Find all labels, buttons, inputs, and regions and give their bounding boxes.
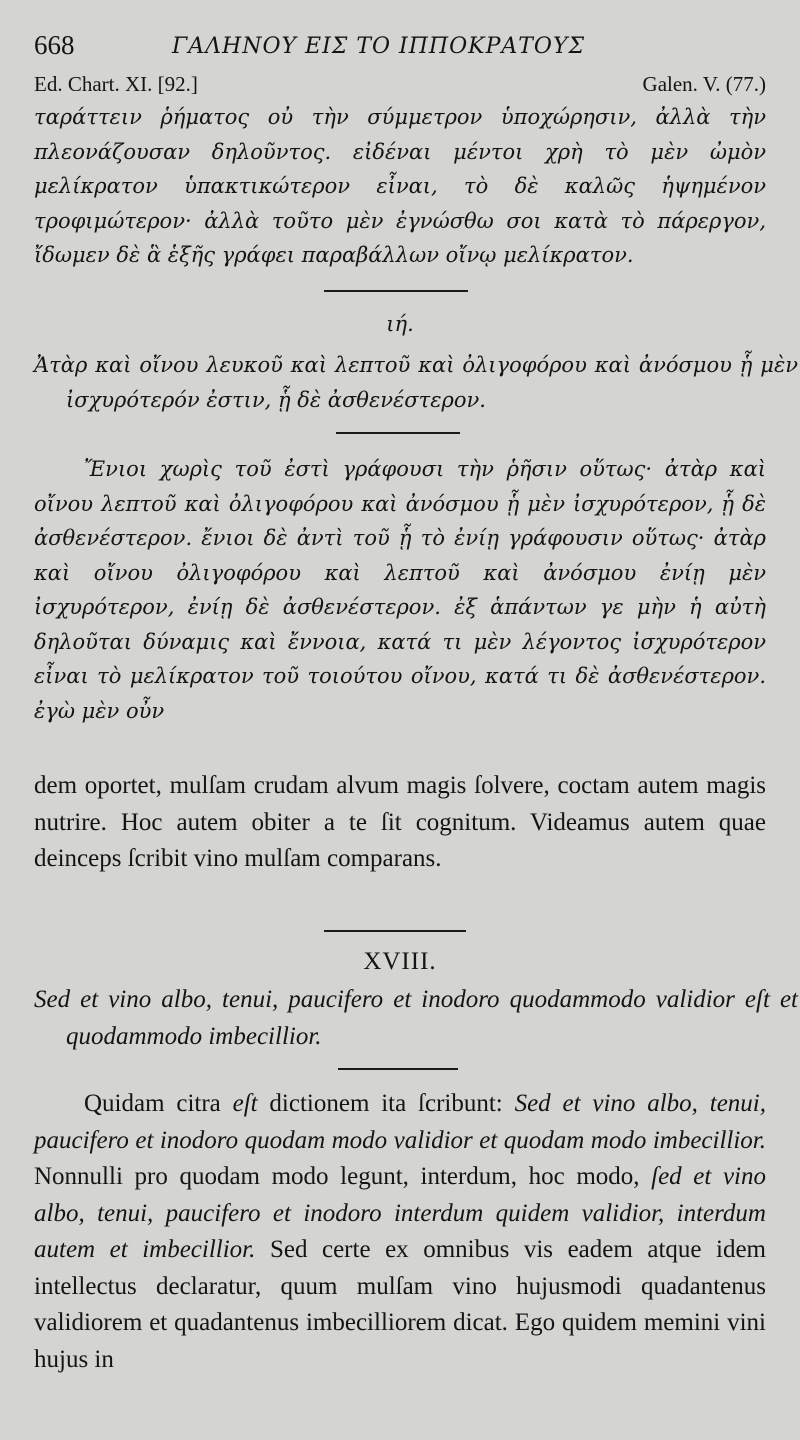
- greek-top-paragraph: ταράττειν ῥήματος οὐ τὴν σύμμετρον ὑποχώρησιν, ἀλλὰ τὴν πλεονάζουσαν δηλοῦντος. εἰδέναι μέντοι χρὴ τὸ μὲν ὠμὸν μελίκρατον ὑπακτικώτερον εἶναι, τὸ δὲ καλῶς ἡψημένον τροφιμώτερον· ἀλλὰ τοῦτο μὲν ἐγνώσθω σοι κατὰ τὸ πάρεργον, ἴδωμεν δὲ ἃ ἑξῆς γράφει παραβάλλων οἴνῳ μελίκρατον.: [34, 105, 766, 267]
- latin-section-number: XVIII.: [363, 948, 437, 975]
- edition-reference-line: [34, 72, 766, 100]
- latin-commentary-part: Quidam citra: [84, 1090, 233, 1117]
- lemma-divider: [336, 432, 460, 434]
- edition-reference-chartier: Ed. Chart. XI. [92.]: [34, 72, 198, 96]
- latin-commentary-italic-quote: Sed et vino albo, tenui, paucifero et inodoro quodam modo validior et quodam modo imbecillior.: [34, 1090, 766, 1154]
- running-header: [34, 30, 766, 70]
- edition-reference-galen: Galen. V. (77.): [642, 72, 766, 96]
- latin-commentary: [34, 1086, 766, 1378]
- latin-top-paragraph: dem oportet, mulſam crudam alvum magis ſolvere, coctam autem magis nutrire. Hoc autem obiter a te ſit cognitum. Videamus autem quae deinceps ſcribit vino mulſam comparans.: [34, 772, 766, 872]
- latin-commentary-part: Sed certe ex omnibus vis eadem atque idem intellectus declaratur, quum mulſam vino hujusmodi quadantenus validiorem et quadantenus imbecilliorem dicat. Ego quidem memini vini hujus in: [34, 1236, 767, 1373]
- page-number: 668: [34, 30, 75, 60]
- running-title: ΓΑΛΗΝΟΥ ΕΙΣ ΤΟ ΙΠΠΟΚΡΑΤΟΥΣ: [172, 34, 586, 59]
- greek-lemma: Ἀτὰρ καὶ οἴνου λευκοῦ καὶ λεπτοῦ καὶ ὀλιγοφόρου καὶ ἀνόσμου ᾗ μὲν ἰσχυρότερόν ἐστιν, ᾗ δὲ ἀσθενέστερον.: [34, 353, 798, 412]
- section-divider: [324, 290, 468, 292]
- section-divider-latin: [324, 930, 466, 932]
- latin-commentary-part: dictionem ita ſcribunt:: [257, 1090, 515, 1117]
- greek-section-number: ιή.: [386, 312, 414, 336]
- lemma-divider-latin: [338, 1068, 458, 1070]
- latin-commentary-italic-quote: ſed et vino albo, tenui, paucifero et inodoro interdum quidem validior, interdum autem et imbecillior.: [34, 1163, 766, 1263]
- latin-commentary-italic: eſt: [232, 1090, 258, 1117]
- greek-commentary: Ἔνιοι χωρὶς τοῦ ἐστὶ γράφουσι τὴν ῥῆσιν οὕτως· ἀτὰρ καὶ οἴνου λεπτοῦ καὶ ὀλιγοφόρου καὶ ἀνόσμου ᾗ μὲν ἰσχυρότερον, ᾗ δὲ ἀσθενέστερον. ἔνιοι δὲ ἀντὶ τοῦ ᾗ τὸ ἐνίῃ γράφουσιν οὕτως· ἀτὰρ καὶ οἴνου ὀλιγοφόρου καὶ λεπτοῦ καὶ ἀνόσμου ἐνίῃ μὲν ἰσχυρότερον, ἐνίῃ δὲ ἀσθενέστερον. ἐξ ἁπάντων γε μὴν ἡ αὐτὴ δηλοῦται δύναμις καὶ ἔννοια, κατά τι μὲν λέγοντος ἰσχυρότερον εἶναι τὸ μελίκρατον τοῦ τοιούτου οἴνου, κατά τι δὲ ἀσθενέστερον. ἐγὼ μὲν οὖν: [34, 457, 766, 723]
- latin-lemma: Sed et vino albo, tenui, paucifero et inodoro quodammodo validior eſt et quodammodo imbecillior.: [34, 986, 798, 1050]
- latin-commentary-part: Nonnulli pro quodam modo legunt, interdum, hoc modo,: [34, 1163, 652, 1190]
